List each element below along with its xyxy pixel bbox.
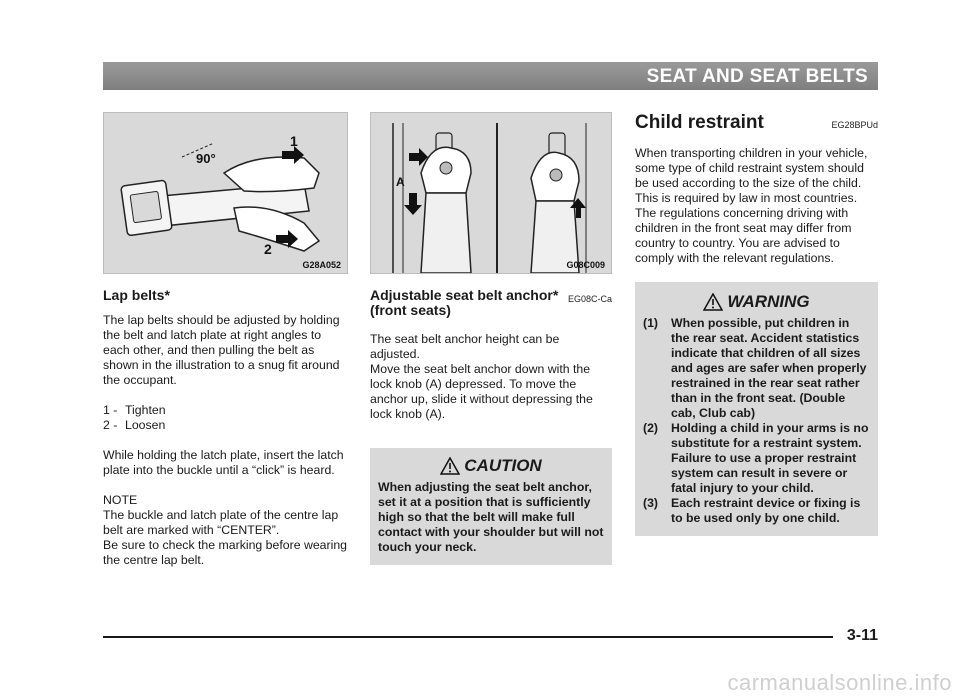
figure-label-a: A — [396, 175, 405, 189]
warning-triangle-icon — [440, 457, 460, 475]
list-item: 1 - Tighten — [103, 403, 166, 417]
warning-item: (1) When possible, put children in the rear seat. Accident statistics indicate that children of all sizes and ages are safer when properly restrained in the rear seat rather than in the front seat. (Double cab, Club cab) — [643, 316, 867, 420]
child-paragraph-2: The regulations concerning driving with children in the front seat may differ from country to country. You are advised to comply with the relevant regulations. — [635, 206, 852, 265]
lap-belt-illustration — [104, 113, 348, 273]
figure-code: G28A052 — [302, 260, 341, 270]
warning-item: (3) Each restraint device or fixing is to be used only by one child. — [643, 496, 861, 525]
anchor-heading: Adjustable seat belt anchor* (front seats) EG08C-Ca — [370, 287, 612, 318]
anchor-paragraph-1: The seat belt anchor height can be adjusted. — [370, 332, 560, 361]
watermark: carmanualsonline.info — [727, 670, 952, 695]
anchor-illustration — [371, 113, 612, 273]
list-item: 2 - Loosen — [103, 418, 166, 432]
section-title: SEAT AND SEAT BELTS — [646, 66, 868, 87]
latch-paragraph: While holding the latch plate, insert the latch plate into the buckle until a “click” is heard. — [103, 448, 344, 477]
header-bar — [103, 62, 878, 90]
reference-code: EG28BPUd — [831, 120, 878, 130]
lap-belts-heading: Lap belts* — [103, 287, 170, 303]
figure-label-angle: 90° — [196, 151, 216, 166]
figure-label-2: 2 — [264, 241, 272, 257]
caution-box — [370, 448, 612, 565]
caution-text: When adjusting the seat belt anchor, set it at a position that is sufficiently high so that the belt will make full contact with your shoulder but will not touch your neck. — [378, 480, 604, 554]
anchor-paragraph-2: Move the seat belt anchor down with the lock knob (A) depressed. To move the anchor up, slide it without depressing the lock knob (A). — [370, 362, 593, 421]
lap-belts-paragraph: The lap belts should be adjusted by holding the belt and latch plate at right angles to each other, and then pulling the belt as shown in the illustration to a snug fit around the occupant. — [103, 313, 340, 387]
warning-box — [635, 282, 878, 536]
figure-code: G08C009 — [566, 260, 605, 270]
warning-title: WARNING — [727, 292, 810, 311]
column-anchor — [370, 112, 612, 565]
figure-label-1: 1 — [290, 133, 298, 149]
note-text-1: The buckle and latch plate of the centre lap belt are marked with “CENTER”. — [103, 508, 339, 537]
reference-code: EG08C-Ca — [567, 294, 612, 304]
page-number: 3-11 — [846, 627, 878, 644]
note-label: NOTE — [103, 493, 138, 507]
figure-anchor — [370, 112, 612, 274]
footer-rule — [103, 636, 833, 638]
column-lap-belts — [103, 112, 348, 568]
warning-item: (2) Holding a child in your arms is no substitute for a restraint system. Failure to use a proper restraint system can result in severe or fatal injury to your child. — [643, 421, 869, 495]
note-text-2: Be sure to check the marking before wearing the centre lap belt. — [103, 538, 348, 567]
caution-title: CAUTION — [464, 456, 542, 475]
child-restraint-heading: Child restraint EG28BPUd — [635, 112, 878, 133]
warning-triangle-icon — [703, 293, 723, 311]
figure-lap-belt — [103, 112, 348, 274]
child-paragraph-1: When transporting children in your vehicle, some type of child restraint system should be used according to the size of the child. This is required by law in most countries. — [635, 146, 868, 205]
column-child-restraint — [635, 112, 878, 536]
